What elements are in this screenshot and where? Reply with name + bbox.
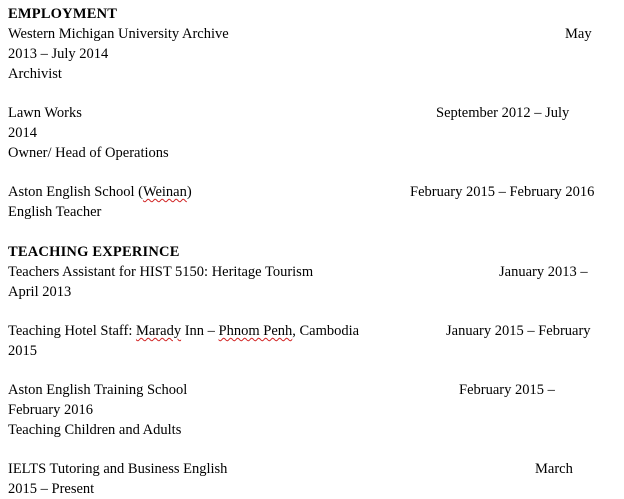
employment-heading: EMPLOYMENT bbox=[8, 6, 118, 22]
entry-date-continued: February 2016 bbox=[8, 402, 93, 418]
entry-role: Archivist bbox=[8, 66, 62, 82]
entry-date: February 2015 – February 2016 bbox=[410, 184, 595, 200]
org-text: ) bbox=[186, 184, 192, 200]
entry-org: Lawn Works bbox=[8, 105, 82, 121]
spellcheck-word: Weinan bbox=[142, 184, 187, 200]
entry-org: Teachers Assistant for HIST 5150: Heritage Tourism bbox=[8, 264, 314, 280]
entry-date: September 2012 – July bbox=[436, 105, 570, 121]
entry-date: January 2015 – February bbox=[446, 323, 591, 339]
org-text: , Cambodia bbox=[292, 323, 360, 339]
entry-org: IELTS Tutoring and Business English bbox=[8, 461, 228, 477]
teaching-heading: TEACHING EXPERINCE bbox=[8, 244, 180, 260]
entry-date-continued: 2015 bbox=[8, 343, 37, 359]
org-text: Teaching Hotel Staff: bbox=[8, 323, 136, 339]
entry-date-continued: 2014 bbox=[8, 125, 37, 141]
entry-date: January 2013 – bbox=[499, 264, 588, 280]
entry-role: Owner/ Head of Operations bbox=[8, 145, 169, 161]
spellcheck-word: Phnom Penh bbox=[218, 323, 293, 339]
entry-date-continued: April 2013 bbox=[8, 284, 72, 300]
entry-date: February 2015 – bbox=[459, 382, 555, 398]
entry-org bbox=[8, 321, 359, 341]
org-text: Inn – bbox=[181, 323, 219, 339]
spellcheck-word: Marady bbox=[135, 323, 182, 339]
entry-date-continued: 2013 – July 2014 bbox=[8, 46, 109, 62]
entry-org: Western Michigan University Archive bbox=[8, 26, 229, 42]
entry-org: Aston English Training School bbox=[8, 382, 188, 398]
entry-role: English Teacher bbox=[8, 204, 102, 220]
org-text: Aston English School ( bbox=[8, 184, 143, 200]
entry-date-continued: 2015 – Present bbox=[8, 481, 95, 497]
entry-org bbox=[8, 182, 192, 202]
entry-role: Teaching Children and Adults bbox=[8, 422, 182, 438]
entry-date: May bbox=[565, 26, 592, 42]
entry-date: March bbox=[535, 461, 573, 477]
